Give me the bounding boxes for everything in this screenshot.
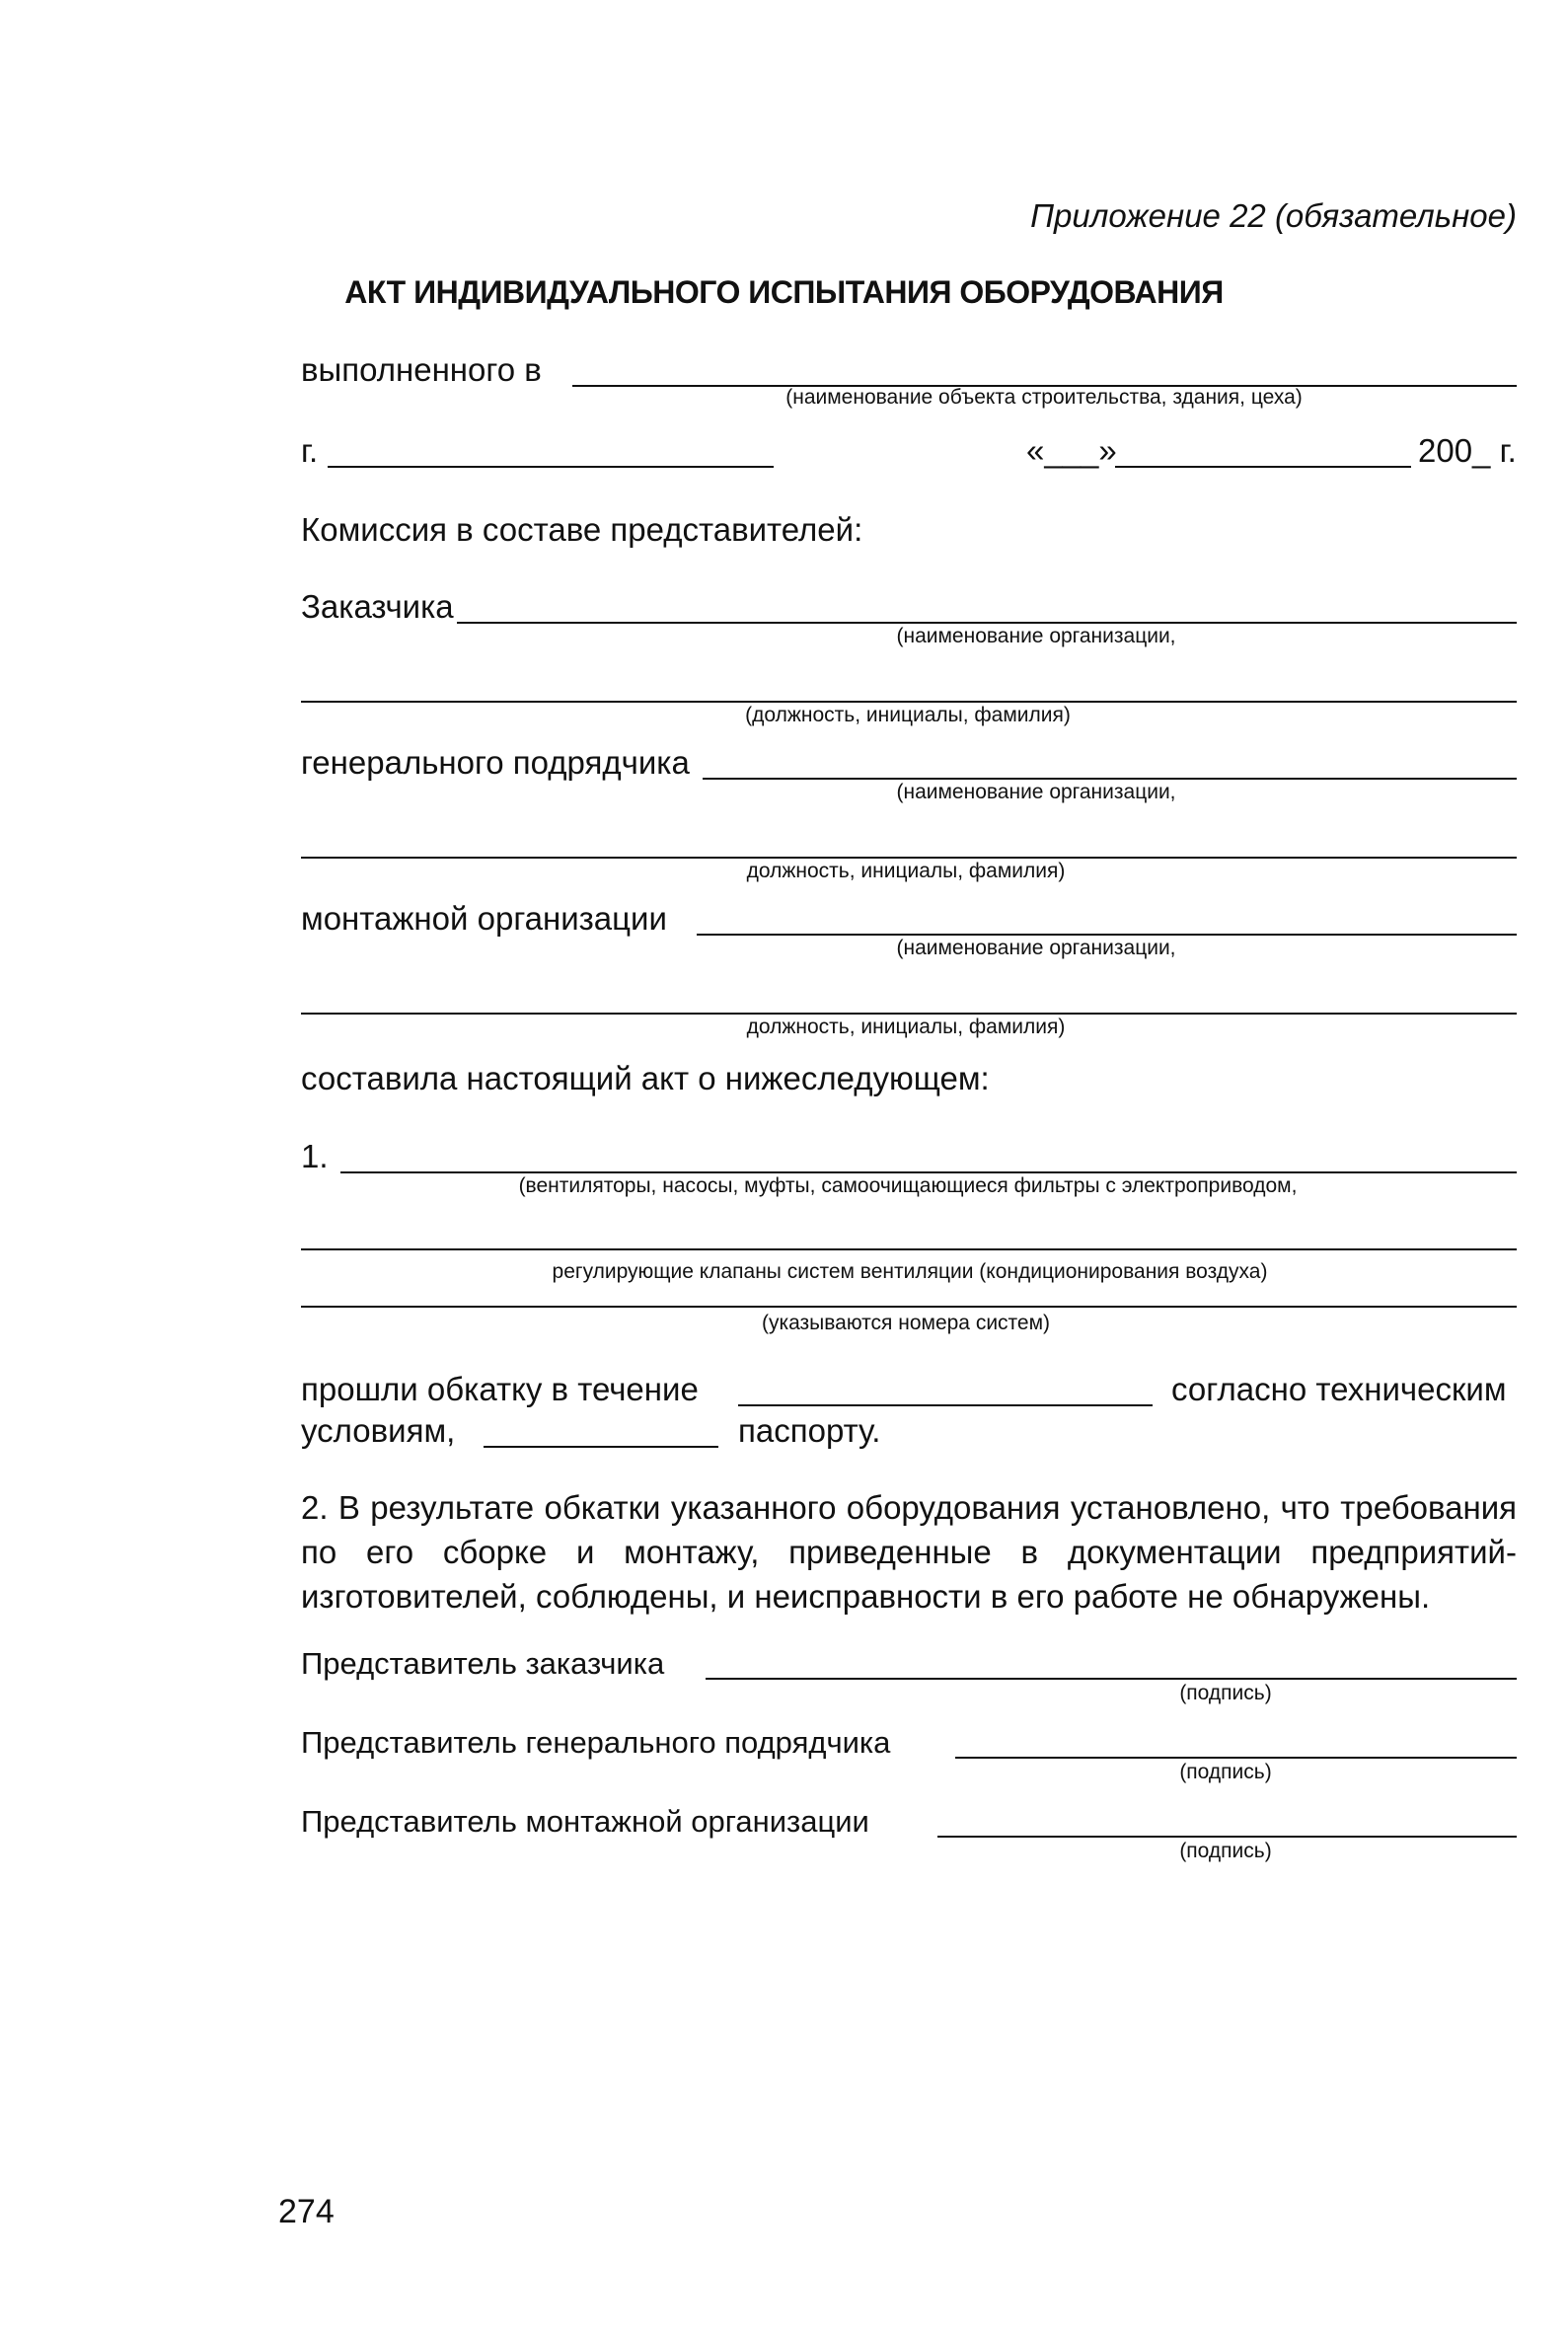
date-day-field[interactable]: «___» (1026, 432, 1117, 469)
runin-label: прошли обкатку в течение (301, 1371, 699, 1407)
systems-caption: (указываются номера систем) (761, 1312, 1051, 1334)
equipment-field[interactable] (340, 1171, 1517, 1173)
systems-field[interactable] (301, 1306, 1517, 1308)
city-field[interactable] (328, 466, 774, 468)
contractor-signature-caption: (подпись) (1179, 1761, 1272, 1783)
year-label: 200_ г. (1418, 432, 1517, 469)
installer-person-field[interactable] (301, 1013, 1517, 1015)
installer-label: монтажной организации (301, 900, 667, 937)
appendix-label: Приложение 22 (обязательное) (1030, 197, 1517, 234)
installer-signature-field[interactable] (937, 1836, 1517, 1838)
installer-org-caption: (наименование организации, (896, 937, 1176, 959)
item-2-paragraph: 2. В результате обкатки указанного оборудования установлено, что требования по его сборке и монтажу, приведенные в документации предприятий-изготовителей, соблюдены, и неисправности в его работе не обнаружены. (301, 1489, 1517, 1615)
page-number: 274 (278, 2193, 335, 2230)
commission-heading: Комиссия в составе представителей: (301, 511, 863, 548)
passport-label: паспорту. (738, 1412, 881, 1449)
equipment-caption-1: (вентиляторы, насосы, муфты, самоочищающиеся фильтры с электроприводом, (518, 1174, 1298, 1197)
executed-in-label: выполненного в (301, 351, 542, 388)
city-label: г. (301, 432, 319, 469)
contractor-person-caption: должность, инициалы, фамилия) (746, 860, 1066, 882)
contractor-signature-field[interactable] (955, 1757, 1517, 1759)
customer-signature-caption: (подпись) (1179, 1682, 1272, 1704)
installer-person-caption: должность, инициалы, фамилия) (746, 1016, 1066, 1038)
customer-person-caption: (должность, инициалы, фамилия) (745, 704, 1071, 726)
contractor-person-field[interactable] (301, 857, 1517, 859)
runin-duration-field[interactable] (738, 1404, 1153, 1406)
conditions-field[interactable] (484, 1446, 718, 1448)
contractor-org-field[interactable] (703, 778, 1517, 780)
tech-conditions-label: согласно техническим (1171, 1371, 1507, 1407)
customer-person-field[interactable] (301, 701, 1517, 703)
document-title: АКТ ИНДИВИДУАЛЬНОГО ИСПЫТАНИЯ ОБОРУДОВАНИЯ (344, 274, 1224, 310)
contractor-label: генерального подрядчика (301, 744, 690, 781)
installer-signature-caption: (подпись) (1179, 1840, 1272, 1862)
customer-org-caption: (наименование организации, (896, 625, 1176, 647)
customer-org-field[interactable] (457, 622, 1517, 624)
conditions-label: условиям, (301, 1412, 456, 1449)
equipment-field-2[interactable] (301, 1248, 1517, 1250)
installer-org-field[interactable] (697, 934, 1517, 936)
date-month-field[interactable] (1115, 466, 1411, 468)
item-1-number: 1. (301, 1138, 329, 1174)
act-statement: составила настоящий акт о нижеследующем: (301, 1060, 990, 1096)
customer-rep-label: Представитель заказчика (301, 1646, 665, 1681)
contractor-rep-label: Представитель генерального подрядчика (301, 1725, 891, 1760)
installer-rep-label: Представитель монтажной организации (301, 1804, 869, 1839)
contractor-org-caption: (наименование организации, (896, 781, 1176, 803)
equipment-caption-2: регулирующие клапаны систем вентиляции (кондиционирования воздуха) (552, 1260, 1268, 1283)
object-name-caption: (наименование объекта строительства, здания, цеха) (785, 386, 1303, 409)
customer-signature-field[interactable] (706, 1678, 1517, 1680)
customer-label: Заказчика (301, 588, 454, 625)
